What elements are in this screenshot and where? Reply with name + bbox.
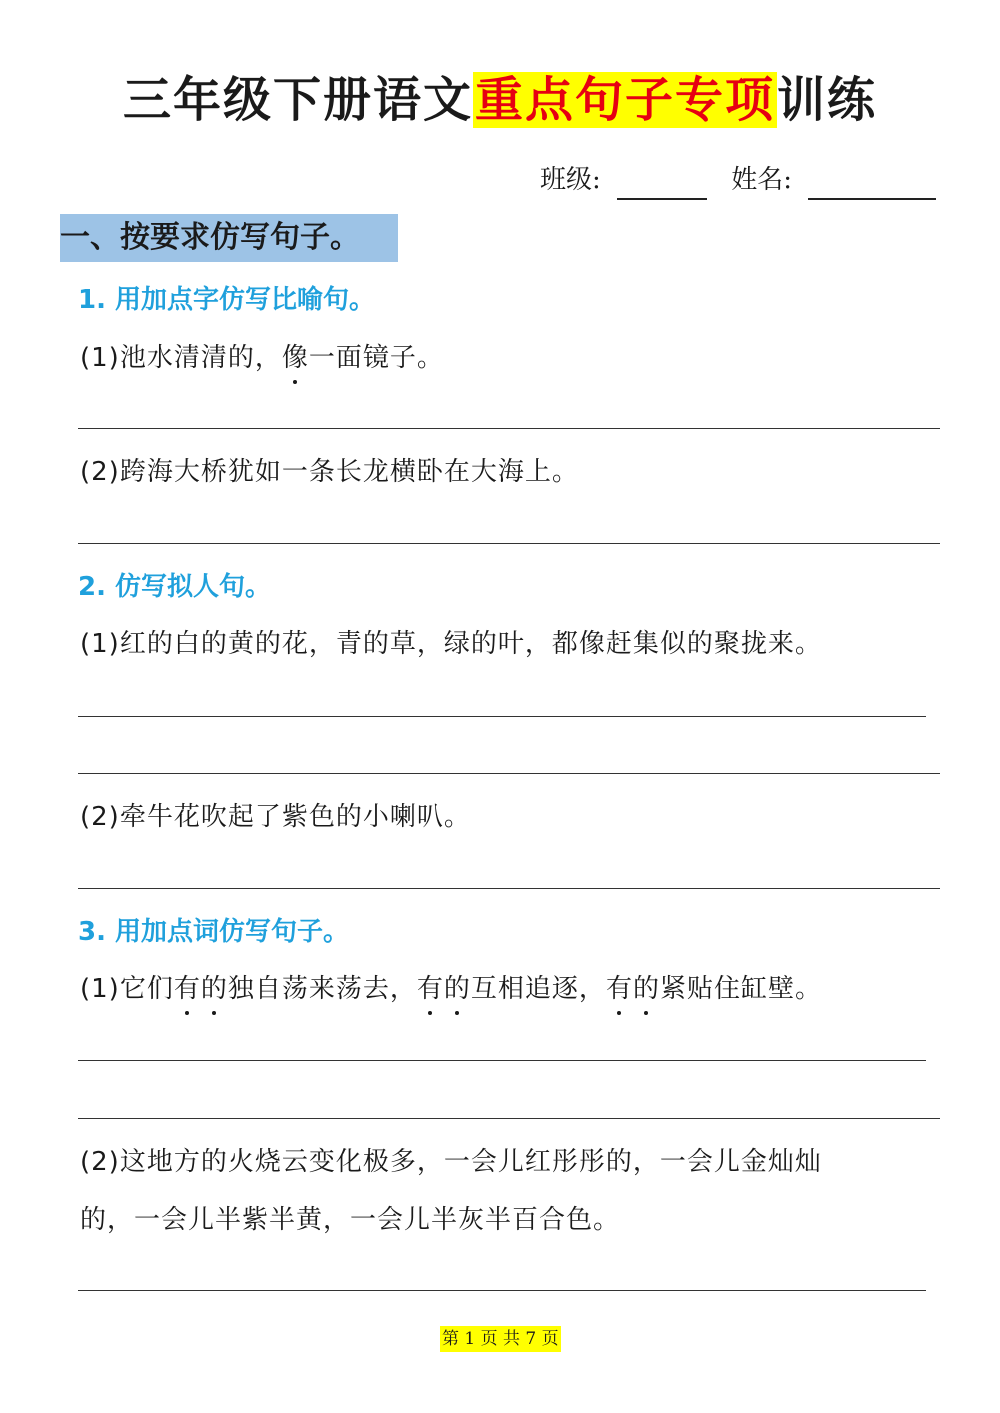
q1-item1 (80, 338, 444, 378)
answer-line[interactable] (78, 1290, 926, 1291)
q3-item1-text-b: 独自荡来荡去， (227, 974, 417, 1004)
page-title (0, 70, 1000, 130)
answer-line[interactable] (78, 1118, 940, 1119)
answer-line[interactable] (78, 428, 940, 429)
q1-item1-text-a: (1)池水清清的， (80, 343, 282, 373)
page-number: 第 1 页 共 7 页 (440, 1326, 561, 1352)
title-suffix: 训练 (777, 72, 878, 128)
q3-dotted-char: 有 (606, 969, 633, 1009)
q3-item1-text-e: 紧贴住缸壁。 (659, 974, 822, 1004)
q3-item1 (80, 969, 822, 1009)
name-blank[interactable] (808, 168, 936, 200)
q2-item1: (1)红的白的黄的花，青的草，绿的叶，都像赶集似的聚拢来。 (80, 629, 822, 659)
q3-dotted-char: 的 (444, 969, 471, 1009)
q3-item2-line2: 的，一会儿半紫半黄，一会儿半灰半百合色。 (80, 1205, 621, 1235)
section-heading: 一、按要求仿写句子。 (60, 214, 398, 262)
student-info-row (540, 160, 960, 200)
q2-item2: (2)牵牛花吹起了紫色的小喇叭。 (80, 802, 471, 832)
name-label: 姓名: (731, 165, 793, 195)
q3-dotted-char: 有 (417, 969, 444, 1009)
answer-line[interactable] (78, 773, 940, 774)
q3-heading: 3. 用加点词仿写句子。 (78, 917, 350, 947)
q1-heading: 1. 用加点字仿写比喻句。 (78, 285, 376, 315)
q2-heading: 2. 仿写拟人句。 (78, 572, 272, 602)
q3-item2-line1: (2)这地方的火烧云变化极多，一会儿红彤彤的，一会儿金灿灿 (80, 1147, 822, 1177)
q3-item1-text-c: 互相追逐， (470, 974, 606, 1004)
q1-item1-dotted-char: 像 (282, 338, 309, 378)
answer-line[interactable] (78, 543, 940, 544)
title-prefix: 三年级下册语文 (122, 72, 473, 128)
answer-line[interactable] (78, 1060, 926, 1061)
title-highlight: 重点句子专项 (474, 72, 775, 128)
answer-line[interactable] (78, 716, 926, 717)
class-blank[interactable] (617, 168, 707, 200)
q1-item1-text-b: 一面镜子。 (308, 343, 444, 373)
answer-line[interactable] (78, 888, 940, 889)
q1-item2: (2)跨海大桥犹如一条长龙横卧在大海上。 (80, 457, 579, 487)
q3-dotted-char: 的 (201, 969, 228, 1009)
q3-item1-text-a: (1)它们 (80, 974, 174, 1004)
q3-dotted-char: 有 (174, 969, 201, 1009)
class-label: 班级: (540, 165, 601, 195)
q3-dotted-char: 的 (633, 969, 660, 1009)
